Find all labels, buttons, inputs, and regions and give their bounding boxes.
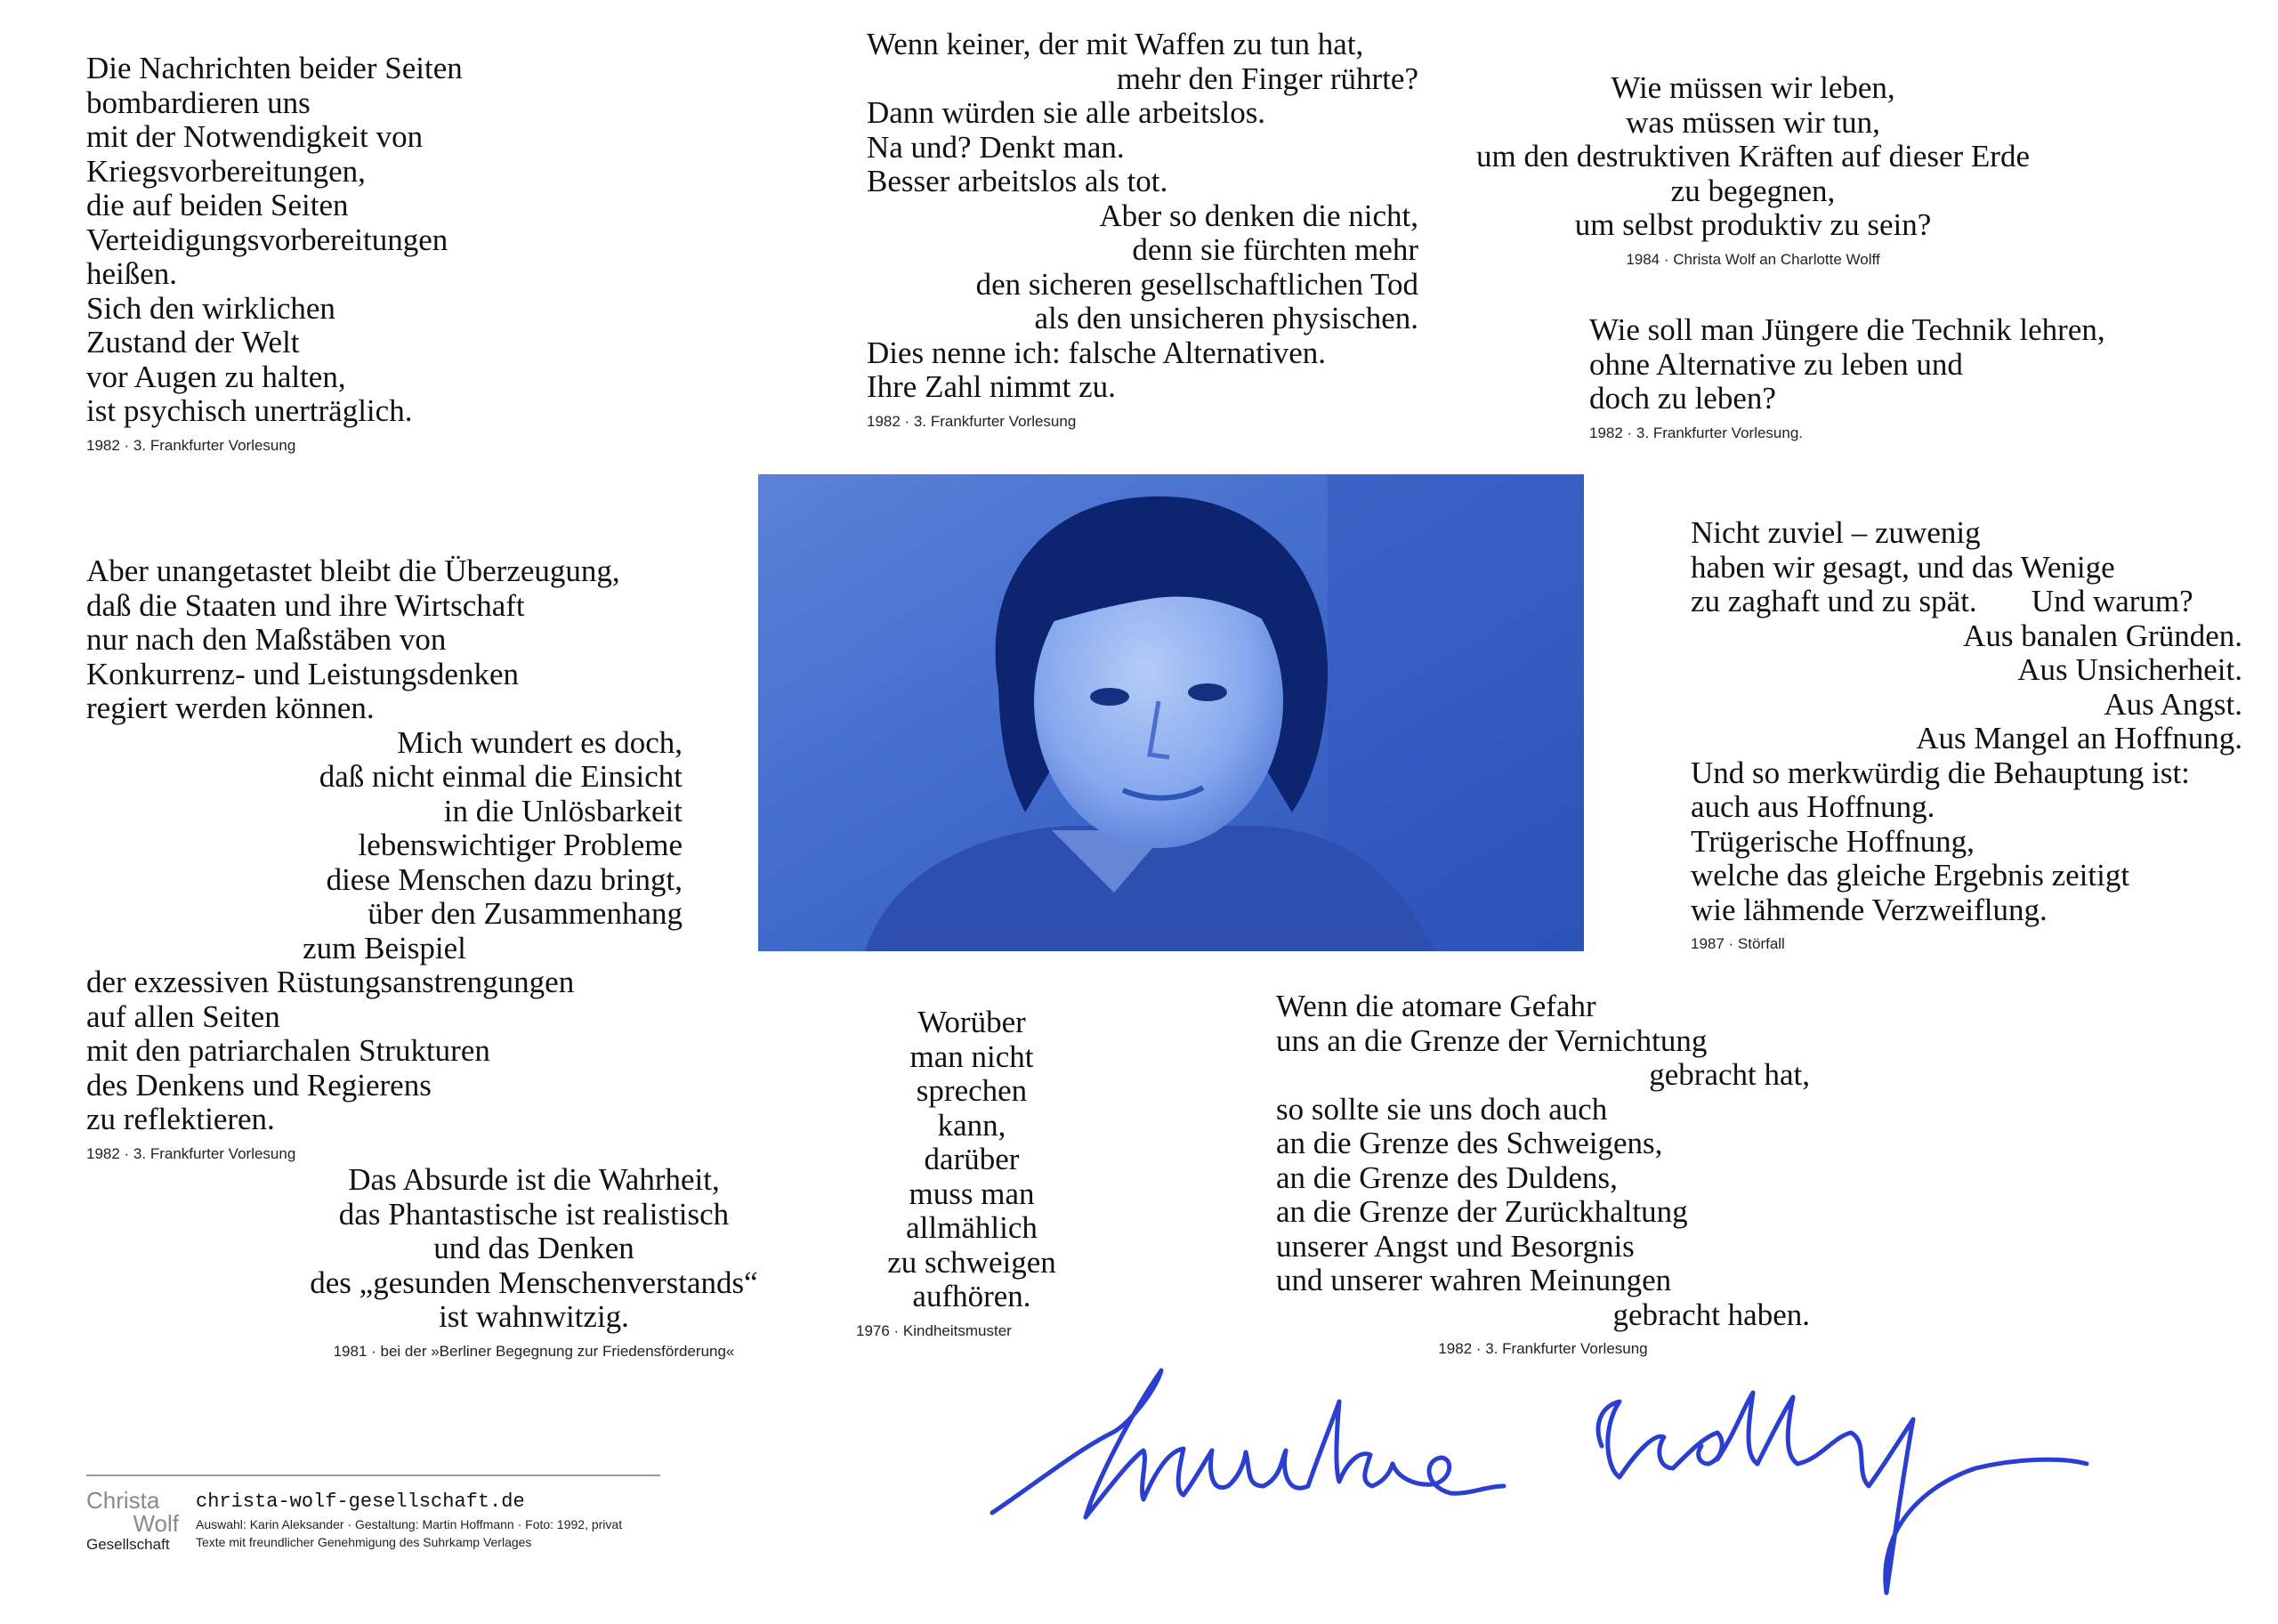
quote-line: gebracht hat, [1649, 1057, 1810, 1092]
quote-line: an die Grenze des Schweigens, [1276, 1126, 1663, 1160]
quote-line: und unserer wahren Meinungen [1276, 1263, 1672, 1297]
quote-line: Das Absurde ist die Wahrheit, [348, 1162, 720, 1197]
quote-line: sprechen [916, 1073, 1028, 1108]
quote-line: Aus Angst. [2104, 686, 2242, 722]
quote-line: heißen. [86, 256, 178, 291]
quote-line: doch zu leben? [1589, 381, 1776, 416]
quote-line: Aber unangetastet bleibt die Überzeugung, [86, 553, 620, 588]
quote-block-1 [86, 52, 585, 456]
quote-line: um den destruktiven Kräften auf dieser Erde [1476, 139, 2030, 174]
quote-block-8 [856, 1006, 1087, 1341]
quote-line: Aus Mangel an Hoffnung. [1916, 721, 2242, 755]
quote-line: um selbst produktiv zu sein? [1574, 207, 1932, 242]
quote-line: Die Nachrichten beider Seiten [86, 51, 463, 85]
portrait-illustration [758, 474, 1584, 951]
quote-line: ohne Alternative zu leben und [1589, 346, 1963, 382]
quote-line: uns an die Grenze der Vernichtung [1276, 1022, 1708, 1058]
quote-line: wie lähmende Verzweiflung. [1691, 892, 2048, 927]
portrait-photo [758, 474, 1584, 951]
quote-line: kann, [937, 1107, 1006, 1143]
quote-line: unserer Angst und Besorgnis [1276, 1228, 1635, 1264]
quote-line: an die Grenze der Zurückhaltung [1276, 1194, 1688, 1229]
quote-block-6 [86, 554, 683, 1164]
quote-line: mit den patriarchalen Strukturen [86, 1033, 490, 1068]
quote-block-9 [1276, 990, 1810, 1359]
quote-line: muss man [909, 1176, 1035, 1211]
quote-line: ist psychisch unerträglich. [86, 393, 413, 428]
quote-line: regiert werden können. [86, 691, 375, 725]
quote-line: bombardieren uns [86, 85, 311, 120]
logo-line-1: Christa [86, 1487, 160, 1514]
quote-line: Wenn keiner, der mit Waffen zu tun hat, [867, 27, 1364, 61]
quote-block-3 [1433, 71, 2073, 270]
website-link[interactable]: christa-wolf-gesellschaft.de [196, 1491, 525, 1513]
quote-line: über den Zusammenhang [368, 896, 683, 931]
quote-line: Und so merkwürdig die Behauptung ist: [1691, 755, 2190, 790]
quote-block-2 [867, 28, 1418, 432]
quote-line: Verteidigungsvorbereitungen [86, 222, 448, 257]
quote-line: Konkurrenz- und Leistungsdenken [86, 656, 519, 691]
quote-source: 1984 · Christa Wolf an Charlotte Wolff [1626, 250, 1880, 268]
quote-line: daß die Staaten und ihre Wirtschaft [86, 587, 525, 623]
logo-line-3: Gesellschaft [86, 1536, 170, 1553]
quote-source: 1982 · 3. Frankfurter Vorlesung. [1589, 424, 1804, 441]
quote-line: an die Grenze des Duldens, [1276, 1159, 1618, 1195]
quote-line: und das Denken [433, 1231, 634, 1265]
quote-line: Wenn die atomare Gefahr [1276, 989, 1596, 1023]
quote-line: Wie soll man Jüngere die Technik lehren, [1589, 312, 2105, 347]
quote-line: Zustand der Welt [86, 325, 300, 360]
quote-line: darüber [924, 1142, 1020, 1176]
quote-line: Worüber [917, 1005, 1026, 1039]
quote-block-7 [267, 1163, 801, 1361]
quote-block-5 [1691, 516, 2242, 954]
quote-line: den sicheren gesellschaftlichen Tod [975, 266, 1418, 302]
quote-line: zu schweigen [887, 1244, 1056, 1280]
quote-line: welche das gleiche Ergebnis zeitigt [1691, 858, 2130, 893]
quote-line: Aber so denken die nicht, [1099, 198, 1418, 233]
quote-line: Aus Unsicherheit. [2017, 652, 2242, 687]
quote-line: Nicht zuviel – zuwenig [1691, 515, 1981, 550]
quote-line: das Phantastische ist realistisch [338, 1196, 730, 1232]
quote-line: gebracht haben. [1612, 1297, 1810, 1332]
footer-text [196, 1489, 676, 1551]
quote-line: zu begegnen, [1670, 173, 1836, 208]
quote-line: die auf beiden Seiten [86, 188, 349, 222]
quote-line: haben wir gesagt, und das Wenige [1691, 549, 2115, 585]
quote-line: Sich den wirklichen [86, 290, 335, 326]
quote-line: Besser arbeitslos als tot. [867, 164, 1168, 198]
quote-line: mit der Notwendigkeit von [86, 119, 424, 154]
quote-line: Wie müssen wir leben, [1611, 70, 1895, 105]
quote-source: 1982 · 3. Frankfurter Vorlesung [867, 412, 1077, 430]
logo-line-2: Wolf [133, 1510, 179, 1537]
quote-line: Kriegsvorbereitungen, [86, 153, 366, 189]
quote-line: in die Unlösbarkeit [443, 793, 683, 828]
quote-line: Dies nenne ich: falsche Alternativen. [867, 335, 1327, 370]
quote-line: Aus banalen Gründen. [1963, 618, 2242, 653]
quote-line: aufhören. [912, 1279, 1031, 1313]
footer [86, 1475, 665, 1553]
credits-line: Auswahl: Karin Aleksander · Gestaltung: Martin Hoffmann · Foto: 1992, privat [196, 1517, 623, 1531]
quote-line: als den unsicheren physischen. [1034, 301, 1418, 335]
quote-line: auch aus Hoffnung. [1691, 789, 1935, 824]
quote-line: daß nicht einmal die Einsicht [319, 759, 683, 794]
quote-line: Ihre Zahl nimmt zu. [867, 369, 1116, 404]
quote-source: 1982 · 3. Frankfurter Vorlesung [86, 1144, 296, 1162]
signature-drawing [979, 1353, 2136, 1620]
quote-line: des „gesunden Menschenverstands“ [310, 1264, 758, 1300]
quote-line: nur nach den Maßstäben von [86, 622, 447, 657]
quote-line: was müssen wir tun, [1626, 104, 1880, 140]
quote-line: denn sie fürchten mehr [1132, 232, 1418, 267]
quote-line: zu reflektieren. [86, 1102, 275, 1136]
quote-line: allmählich [906, 1210, 1038, 1245]
quote-line: mehr den Finger rührte? [1116, 61, 1418, 96]
quote-source: 1981 · bei der »Berliner Begegnung zur Friedensförderung« [333, 1342, 735, 1360]
quote-line: zu zaghaft und zu spät. Und warum? [1691, 584, 2193, 618]
quote-line: zum Beispiel [303, 930, 466, 966]
quote-block-4 [1589, 313, 2194, 443]
signature [979, 1353, 2136, 1620]
quote-line: vor Augen zu halten, [86, 359, 346, 394]
society-logo [86, 1489, 179, 1555]
credits [196, 1515, 676, 1533]
quote-source: 1982 · 3. Frankfurter Vorlesung [1438, 1340, 1648, 1357]
quote-source: 1976 · Kindheitsmuster [856, 1321, 1012, 1339]
permission-note: Texte mit freundlicher Genehmigung des Suhrkamp Verlages [196, 1535, 532, 1549]
quote-line: der exzessiven Rüstungsanstrengungen [86, 965, 575, 999]
quote-source: 1987 · Störfall [1691, 935, 1785, 952]
quote-line: Dann würden sie alle arbeitslos. [867, 95, 1266, 130]
quote-line: man nicht [909, 1038, 1034, 1074]
quote-line: auf allen Seiten [86, 998, 280, 1034]
quote-line: diese Menschen dazu bringt, [326, 861, 683, 897]
quote-line: lebenswichtiger Probleme [358, 828, 683, 862]
quote-line: Trügerische Hoffnung, [1691, 823, 1975, 859]
footer-divider [86, 1475, 660, 1476]
quote-line: Mich wundert es doch, [397, 724, 683, 760]
quote-source: 1982 · 3. Frankfurter Vorlesung [86, 436, 296, 454]
quote-line: so sollte sie uns doch auch [1276, 1091, 1608, 1127]
quote-line: Na und? Denkt man. [867, 129, 1125, 165]
quote-line: des Denkens und Regierens [86, 1067, 432, 1103]
quote-line: ist wahnwitzig. [439, 1299, 629, 1334]
